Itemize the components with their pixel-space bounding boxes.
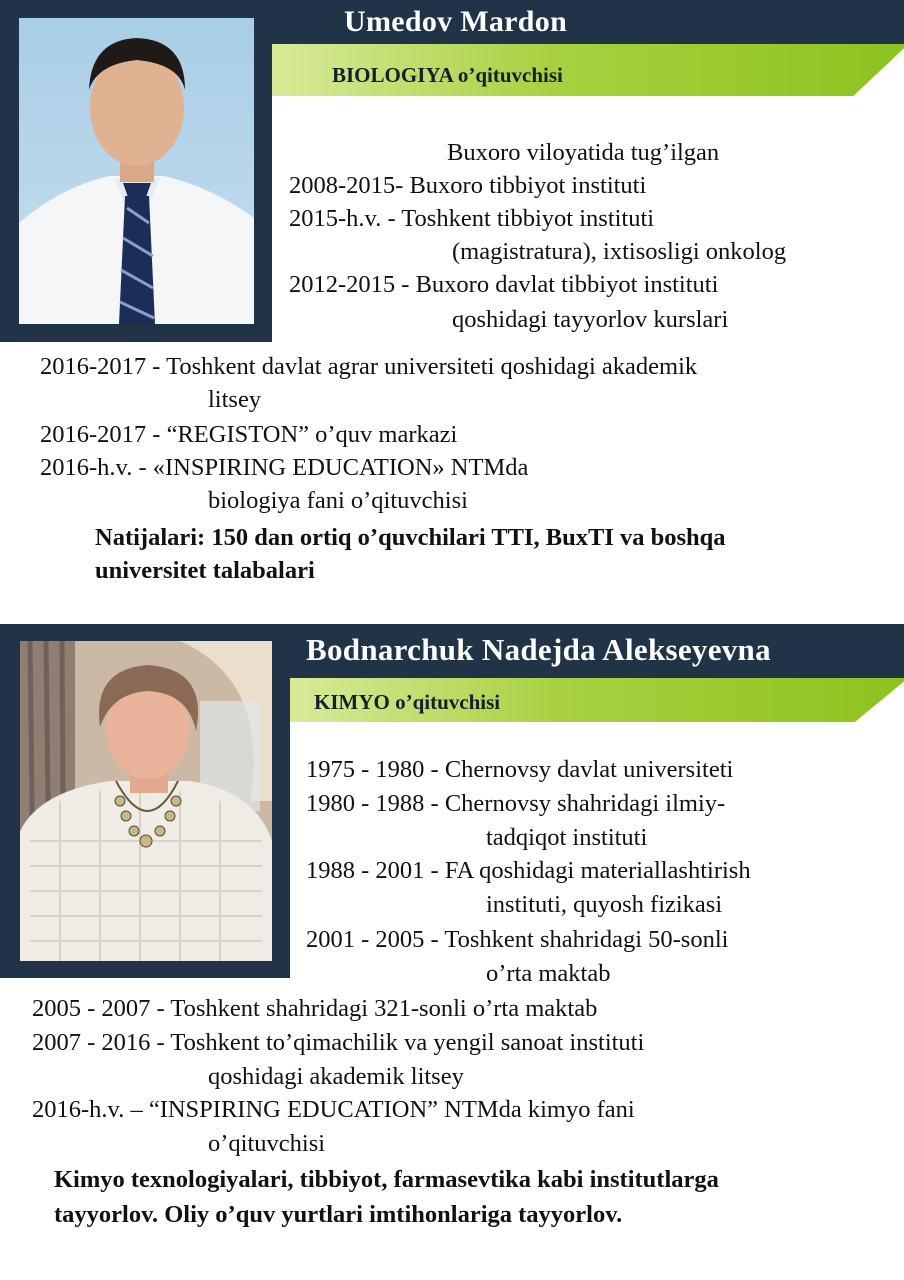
bio-line: instituti, quyosh fizikasi bbox=[486, 891, 723, 918]
bio-line: 2012-2015 - Buxoro davlat tibbiyot instituti bbox=[289, 271, 719, 298]
bio-line: qoshidagi tayyorlov kurslari bbox=[452, 306, 729, 333]
bio-line: litsey bbox=[208, 386, 262, 413]
bio-line: 2001 - 2005 - Toshkent shahridagi 50-sonli bbox=[306, 926, 729, 953]
bio-line: 1980 - 1988 - Chernovsy shahridagi ilmiy- bbox=[306, 790, 726, 817]
bio-line: 2015-h.v. - Toshkent tibbiyot instituti bbox=[289, 205, 655, 232]
bio-line: tadqiqot instituti bbox=[486, 824, 648, 851]
bio-line: Buxoro viloyatida tug’ilgan bbox=[447, 139, 720, 166]
bio-line: 2016-2017 - Toshkent davlat agrar universiteti qoshidagi akademik bbox=[40, 353, 698, 380]
bio-line: qoshidagi akademik litsey bbox=[208, 1063, 464, 1090]
bio-line: 2016-h.v. – “INSPIRING EDUCATION” NTMda kimyo fani bbox=[32, 1096, 635, 1123]
bio-line: 2016-h.v. - «INSPIRING EDUCATION» NTMda bbox=[40, 454, 529, 481]
results-line: universitet talabalari bbox=[95, 557, 315, 584]
woman-portrait-icon bbox=[20, 641, 272, 961]
bio-line: 2008-2015- Buxoro tibbiyot instituti bbox=[289, 172, 647, 199]
bio-line: (magistratura), ixtisosligi onkolog bbox=[452, 238, 787, 265]
bio-line: 1988 - 2001 - FA qoshidagi materiallashtirish bbox=[306, 857, 751, 884]
bio-line: biologiya fani o’qituvchisi bbox=[208, 487, 468, 514]
teacher-subject: BIOLOGIYA o’qituvchisi bbox=[332, 63, 563, 87]
bio-line: o’qituvchisi bbox=[208, 1130, 326, 1157]
bio-line: 2016-2017 - “REGISTON” o’quv markazi bbox=[40, 421, 458, 448]
results-line: Natijalari: 150 dan ortiq o’quvchilari TTI, BuxTI va boshqa bbox=[95, 524, 726, 551]
man-portrait-icon bbox=[19, 18, 254, 324]
teacher-name: Bodnarchuk Nadejda Alekseyevna bbox=[306, 632, 771, 667]
results-line: Kimyo texnologiyalari, tibbiyot, farmasevtika kabi institutlarga bbox=[54, 1166, 719, 1193]
results-line: tayyorlov. Oliy o’quv yurtlari imtihonlariga tayyorlov. bbox=[54, 1201, 623, 1228]
teacher-name: Umedov Mardon bbox=[344, 5, 568, 38]
bio-line: 1975 - 1980 - Chernovsy davlat universiteti bbox=[306, 756, 734, 783]
bio-line: o’rta maktab bbox=[486, 960, 611, 987]
teacher-subject: KIMYO o’qituvchisi bbox=[314, 690, 501, 714]
teacher-photo-bodnarchuk bbox=[20, 641, 272, 961]
bio-line: 2007 - 2016 - Toshkent to’qimachilik va yengil sanoat instituti bbox=[32, 1029, 645, 1056]
teacher-photo-umedov bbox=[19, 18, 254, 324]
bio-line: 2005 - 2007 - Toshkent shahridagi 321-sonli o’rta maktab bbox=[32, 995, 598, 1022]
